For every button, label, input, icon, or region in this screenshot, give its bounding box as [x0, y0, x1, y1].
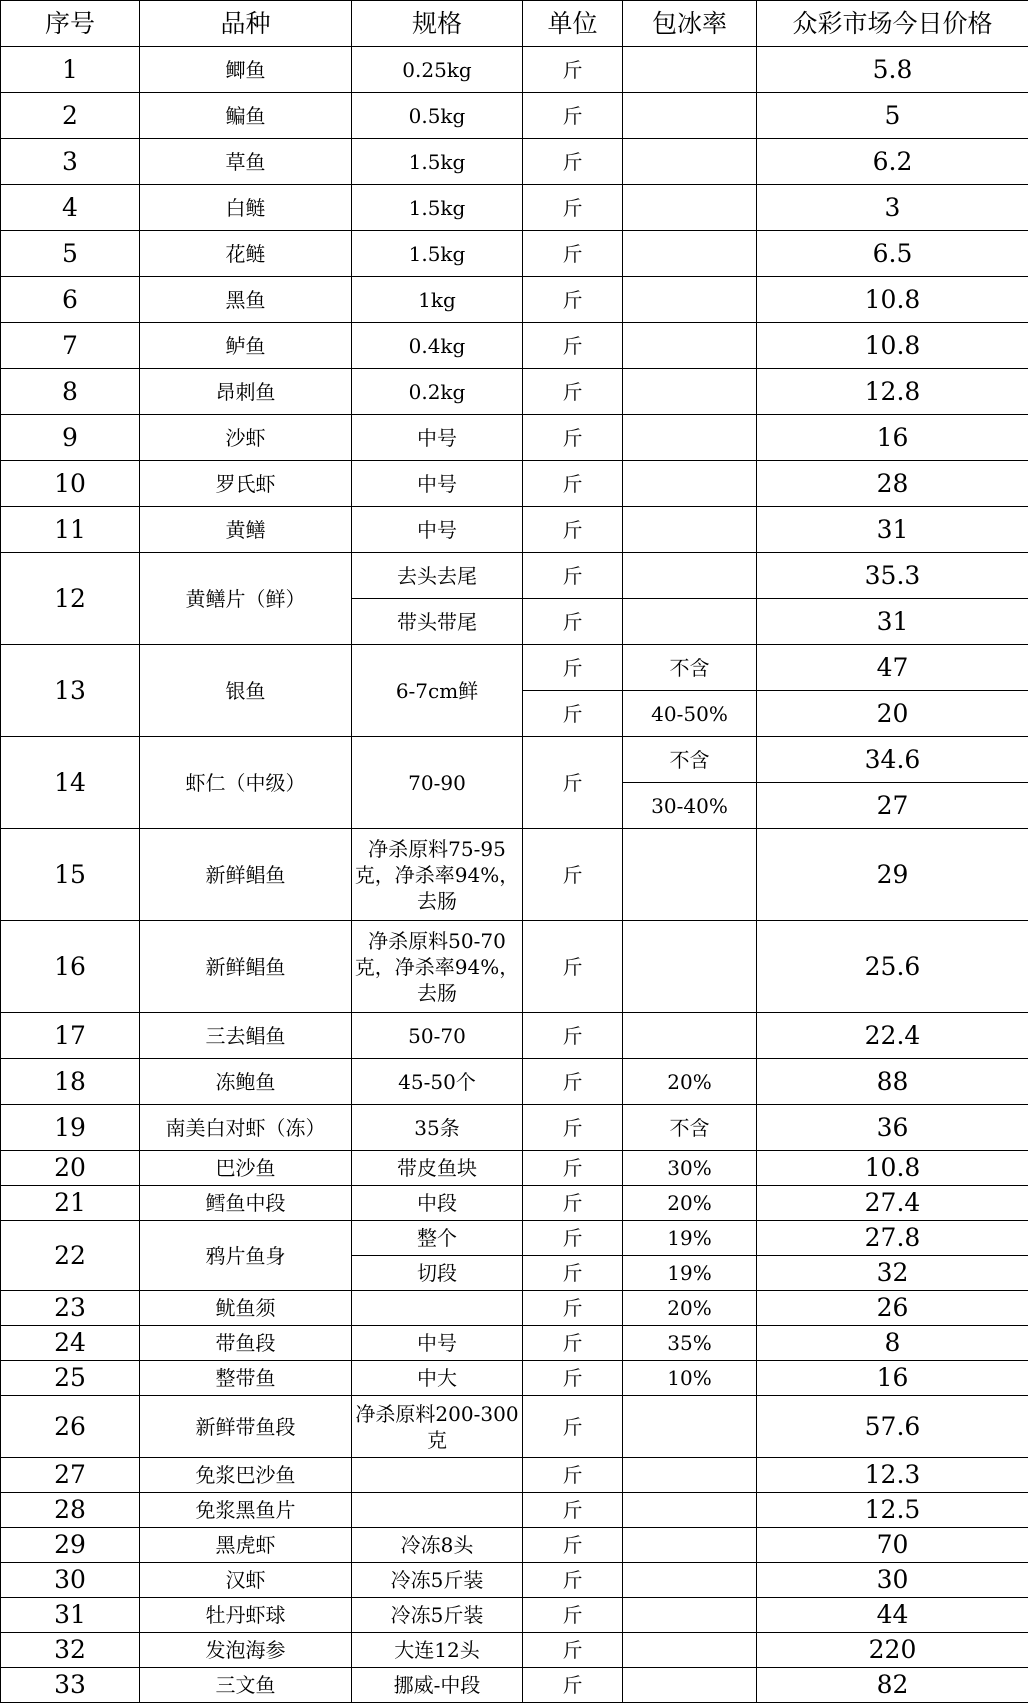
- table-row: [1, 553, 1028, 599]
- variety-cell: 新鲜带鱼段: [140, 1396, 352, 1458]
- unit-cell: 斤: [523, 139, 623, 185]
- unit-cell: 斤: [523, 1668, 623, 1703]
- ice-cell: [623, 507, 757, 553]
- variety-cell: 罗氏虾: [140, 461, 352, 507]
- ice-cell: [623, 277, 757, 323]
- spec-cell: 带皮鱼块: [352, 1151, 523, 1186]
- spec-cell: 中大: [352, 1361, 523, 1396]
- seq-cell: 31: [1, 1598, 140, 1633]
- price-cell: 8: [757, 1326, 1028, 1361]
- ice-cell: 19%: [623, 1256, 757, 1291]
- variety-cell: 鱿鱼须: [140, 1291, 352, 1326]
- variety-cell: 免浆巴沙鱼: [140, 1458, 352, 1493]
- ice-cell: [623, 1458, 757, 1493]
- table-row: [1, 1668, 1028, 1703]
- table-row: [1, 645, 1028, 691]
- seq-cell: 26: [1, 1396, 140, 1458]
- table-row: [1, 1598, 1028, 1633]
- spec-cell: 切段: [352, 1256, 523, 1291]
- seq-cell: 24: [1, 1326, 140, 1361]
- variety-cell: 鳕鱼中段: [140, 1186, 352, 1221]
- seq-cell: 20: [1, 1151, 140, 1186]
- price-cell: 12.3: [757, 1458, 1028, 1493]
- price-cell: 47: [757, 645, 1028, 691]
- price-cell: 27: [757, 783, 1028, 829]
- variety-cell: 沙虾: [140, 415, 352, 461]
- seq-cell: 29: [1, 1528, 140, 1563]
- variety-cell: 南美白对虾（冻）: [140, 1105, 352, 1151]
- variety-cell: 黄鳝: [140, 507, 352, 553]
- spec-cell: 冷冻5斤装: [352, 1563, 523, 1598]
- unit-cell: 斤: [523, 323, 623, 369]
- price-cell: 57.6: [757, 1396, 1028, 1458]
- spec-cell: 6-7cm鲜: [352, 645, 523, 737]
- seq-cell: 19: [1, 1105, 140, 1151]
- seq-cell: 23: [1, 1291, 140, 1326]
- price-cell: 12.5: [757, 1493, 1028, 1528]
- spec-cell: 中号: [352, 461, 523, 507]
- seq-cell: 3: [1, 139, 140, 185]
- table-row: [1, 1528, 1028, 1563]
- unit-cell: 斤: [523, 1396, 623, 1458]
- table-row: [1, 1633, 1028, 1668]
- price-cell: 16: [757, 415, 1028, 461]
- table-row: [1, 1396, 1028, 1458]
- price-cell: 10.8: [757, 277, 1028, 323]
- ice-cell: [623, 599, 757, 645]
- ice-cell: [623, 415, 757, 461]
- header-spec: 规格: [352, 1, 523, 47]
- unit-cell: 斤: [523, 645, 623, 691]
- spec-cell: [352, 1291, 523, 1326]
- price-cell: 32: [757, 1256, 1028, 1291]
- seq-cell: 30: [1, 1563, 140, 1598]
- price-cell: 12.8: [757, 369, 1028, 415]
- ice-cell: [623, 93, 757, 139]
- unit-cell: 斤: [523, 1221, 623, 1256]
- unit-cell: 斤: [523, 277, 623, 323]
- unit-cell: 斤: [523, 1528, 623, 1563]
- seq-cell: 22: [1, 1221, 140, 1291]
- seq-cell: 13: [1, 645, 140, 737]
- table-row: [1, 277, 1028, 323]
- unit-cell: 斤: [523, 461, 623, 507]
- seq-cell: 11: [1, 507, 140, 553]
- price-cell: 88: [757, 1059, 1028, 1105]
- price-cell: 10.8: [757, 323, 1028, 369]
- table-row: [1, 1361, 1028, 1396]
- spec-cell: 0.25kg: [352, 47, 523, 93]
- variety-cell: 草鱼: [140, 139, 352, 185]
- price-cell: 20: [757, 691, 1028, 737]
- price-cell: 30: [757, 1563, 1028, 1598]
- price-cell: 29: [757, 829, 1028, 921]
- variety-cell: 黄鳝片（鲜）: [140, 553, 352, 645]
- variety-cell: 白鲢: [140, 185, 352, 231]
- ice-cell: 不含: [623, 1105, 757, 1151]
- seq-cell: 27: [1, 1458, 140, 1493]
- unit-cell: 斤: [523, 415, 623, 461]
- seq-cell: 16: [1, 921, 140, 1013]
- seq-cell: 9: [1, 415, 140, 461]
- ice-cell: 30-40%: [623, 783, 757, 829]
- seq-cell: 10: [1, 461, 140, 507]
- table-row: [1, 1105, 1028, 1151]
- price-cell: 34.6: [757, 737, 1028, 783]
- seq-cell: 25: [1, 1361, 140, 1396]
- price-cell: 3: [757, 185, 1028, 231]
- seq-cell: 33: [1, 1668, 140, 1703]
- unit-cell: 斤: [523, 1458, 623, 1493]
- unit-cell: 斤: [523, 1151, 623, 1186]
- price-cell: 27.4: [757, 1186, 1028, 1221]
- price-cell: 28: [757, 461, 1028, 507]
- header-price: 众彩市场今日价格: [757, 1, 1028, 47]
- price-cell: 27.8: [757, 1221, 1028, 1256]
- price-cell: 82: [757, 1668, 1028, 1703]
- unit-cell: 斤: [523, 737, 623, 829]
- seq-cell: 7: [1, 323, 140, 369]
- ice-cell: [623, 1013, 757, 1059]
- variety-cell: 虾仁（中级）: [140, 737, 352, 829]
- ice-cell: 40-50%: [623, 691, 757, 737]
- variety-cell: 发泡海参: [140, 1633, 352, 1668]
- price-cell: 22.4: [757, 1013, 1028, 1059]
- header-ice-rate: 包冰率: [623, 1, 757, 47]
- spec-cell: 中号: [352, 415, 523, 461]
- seq-cell: 4: [1, 185, 140, 231]
- variety-cell: 昂刺鱼: [140, 369, 352, 415]
- ice-cell: [623, 1563, 757, 1598]
- spec-cell: 0.4kg: [352, 323, 523, 369]
- spec-cell: 带头带尾: [352, 599, 523, 645]
- spec-cell: 中段: [352, 1186, 523, 1221]
- unit-cell: 斤: [523, 507, 623, 553]
- variety-cell: 银鱼: [140, 645, 352, 737]
- seq-cell: 32: [1, 1633, 140, 1668]
- ice-cell: 20%: [623, 1059, 757, 1105]
- spec-cell: 70-90: [352, 737, 523, 829]
- unit-cell: 斤: [523, 231, 623, 277]
- seq-cell: 12: [1, 553, 140, 645]
- ice-cell: [623, 323, 757, 369]
- unit-cell: 斤: [523, 1013, 623, 1059]
- table-row: [1, 93, 1028, 139]
- table-row: [1, 1326, 1028, 1361]
- ice-cell: [623, 47, 757, 93]
- header-unit: 单位: [523, 1, 623, 47]
- table-row: [1, 1186, 1028, 1221]
- unit-cell: 斤: [523, 1326, 623, 1361]
- unit-cell: 斤: [523, 1291, 623, 1326]
- price-cell: 31: [757, 599, 1028, 645]
- header-row: [1, 1, 1028, 47]
- table-row: [1, 1221, 1028, 1256]
- variety-cell: 三文鱼: [140, 1668, 352, 1703]
- spec-cell: [352, 1458, 523, 1493]
- variety-cell: 免浆黑鱼片: [140, 1493, 352, 1528]
- spec-cell: 挪威-中段: [352, 1668, 523, 1703]
- seq-cell: 5: [1, 231, 140, 277]
- seq-cell: 18: [1, 1059, 140, 1105]
- spec-cell: 大连12头: [352, 1633, 523, 1668]
- variety-cell: 新鲜鲳鱼: [140, 921, 352, 1013]
- variety-cell: 汉虾: [140, 1563, 352, 1598]
- header-variety: 品种: [140, 1, 352, 47]
- header-seq: 序号: [1, 1, 140, 47]
- ice-cell: [623, 1633, 757, 1668]
- ice-cell: 35%: [623, 1326, 757, 1361]
- table-row: [1, 829, 1028, 921]
- ice-cell: 19%: [623, 1221, 757, 1256]
- variety-cell: 巴沙鱼: [140, 1151, 352, 1186]
- unit-cell: 斤: [523, 1493, 623, 1528]
- seq-cell: 17: [1, 1013, 140, 1059]
- table-row: [1, 1563, 1028, 1598]
- spec-cell: 0.5kg: [352, 93, 523, 139]
- spec-cell: 0.2kg: [352, 369, 523, 415]
- variety-cell: 鸦片鱼身: [140, 1221, 352, 1291]
- unit-cell: 斤: [523, 1186, 623, 1221]
- ice-cell: 不含: [623, 737, 757, 783]
- unit-cell: 斤: [523, 1361, 623, 1396]
- variety-cell: 带鱼段: [140, 1326, 352, 1361]
- spec-cell: 45-50个: [352, 1059, 523, 1105]
- price-cell: 6.2: [757, 139, 1028, 185]
- spec-cell: 净杀原料75-95克，净杀率94%，去肠: [352, 829, 523, 921]
- spec-cell: 35条: [352, 1105, 523, 1151]
- variety-cell: 新鲜鲳鱼: [140, 829, 352, 921]
- price-cell: 16: [757, 1361, 1028, 1396]
- unit-cell: 斤: [523, 1598, 623, 1633]
- table-row: [1, 1291, 1028, 1326]
- seq-cell: 28: [1, 1493, 140, 1528]
- price-cell: 6.5: [757, 231, 1028, 277]
- table-row: [1, 507, 1028, 553]
- seq-cell: 15: [1, 829, 140, 921]
- seq-cell: 1: [1, 47, 140, 93]
- spec-cell: 净杀原料200-300克: [352, 1396, 523, 1458]
- seq-cell: 21: [1, 1186, 140, 1221]
- table-row: [1, 1151, 1028, 1186]
- price-cell: 36: [757, 1105, 1028, 1151]
- ice-cell: [623, 829, 757, 921]
- price-cell: 5: [757, 93, 1028, 139]
- ice-cell: [623, 1668, 757, 1703]
- unit-cell: 斤: [523, 1059, 623, 1105]
- ice-cell: [623, 1396, 757, 1458]
- spec-cell: [352, 1493, 523, 1528]
- spec-cell: 净杀原料50-70克，净杀率94%，去肠: [352, 921, 523, 1013]
- ice-cell: [623, 1493, 757, 1528]
- price-cell: 220: [757, 1633, 1028, 1668]
- price-cell: 5.8: [757, 47, 1028, 93]
- ice-cell: [623, 369, 757, 415]
- ice-cell: [623, 921, 757, 1013]
- table-row: [1, 737, 1028, 783]
- variety-cell: 花鲢: [140, 231, 352, 277]
- seq-cell: 2: [1, 93, 140, 139]
- seq-cell: 14: [1, 737, 140, 829]
- price-cell: 35.3: [757, 553, 1028, 599]
- unit-cell: 斤: [523, 921, 623, 1013]
- table-row: [1, 461, 1028, 507]
- price-cell: 25.6: [757, 921, 1028, 1013]
- unit-cell: 斤: [523, 599, 623, 645]
- unit-cell: 斤: [523, 1563, 623, 1598]
- variety-cell: 整带鱼: [140, 1361, 352, 1396]
- table-row: [1, 231, 1028, 277]
- table-row: [1, 1458, 1028, 1493]
- seq-cell: 8: [1, 369, 140, 415]
- table-row: [1, 139, 1028, 185]
- seq-cell: 6: [1, 277, 140, 323]
- spec-cell: 冷冻5斤装: [352, 1598, 523, 1633]
- price-cell: 31: [757, 507, 1028, 553]
- unit-cell: 斤: [523, 1105, 623, 1151]
- table-row: [1, 185, 1028, 231]
- table-row: [1, 369, 1028, 415]
- ice-cell: [623, 553, 757, 599]
- unit-cell: 斤: [523, 691, 623, 737]
- variety-cell: 牡丹虾球: [140, 1598, 352, 1633]
- variety-cell: 鲈鱼: [140, 323, 352, 369]
- variety-cell: 黑鱼: [140, 277, 352, 323]
- ice-cell: [623, 139, 757, 185]
- ice-cell: 30%: [623, 1151, 757, 1186]
- variety-cell: 黑虎虾: [140, 1528, 352, 1563]
- price-cell: 26: [757, 1291, 1028, 1326]
- table-row: [1, 921, 1028, 1013]
- unit-cell: 斤: [523, 1633, 623, 1668]
- ice-cell: [623, 461, 757, 507]
- variety-cell: 冻鲍鱼: [140, 1059, 352, 1105]
- variety-cell: 三去鲳鱼: [140, 1013, 352, 1059]
- price-cell: 10.8: [757, 1151, 1028, 1186]
- spec-cell: 1.5kg: [352, 231, 523, 277]
- spec-cell: 1.5kg: [352, 185, 523, 231]
- ice-cell: [623, 1598, 757, 1633]
- spec-cell: 冷冻8头: [352, 1528, 523, 1563]
- spec-cell: 1.5kg: [352, 139, 523, 185]
- variety-cell: 鲫鱼: [140, 47, 352, 93]
- table-row: [1, 1493, 1028, 1528]
- price-cell: 44: [757, 1598, 1028, 1633]
- ice-cell: 不含: [623, 645, 757, 691]
- unit-cell: 斤: [523, 1256, 623, 1291]
- ice-cell: 20%: [623, 1186, 757, 1221]
- table-row: [1, 47, 1028, 93]
- ice-cell: [623, 1528, 757, 1563]
- unit-cell: 斤: [523, 93, 623, 139]
- ice-cell: 20%: [623, 1291, 757, 1326]
- unit-cell: 斤: [523, 369, 623, 415]
- table-row: [1, 1013, 1028, 1059]
- table-row: [1, 415, 1028, 461]
- table-row: [1, 323, 1028, 369]
- price-cell: 70: [757, 1528, 1028, 1563]
- unit-cell: 斤: [523, 185, 623, 231]
- spec-cell: 1kg: [352, 277, 523, 323]
- spec-cell: 中号: [352, 1326, 523, 1361]
- table-row: [1, 1059, 1028, 1105]
- ice-cell: 10%: [623, 1361, 757, 1396]
- spec-cell: 整个: [352, 1221, 523, 1256]
- spec-cell: 去头去尾: [352, 553, 523, 599]
- spec-cell: 50-70: [352, 1013, 523, 1059]
- variety-cell: 鳊鱼: [140, 93, 352, 139]
- spec-cell: 中号: [352, 507, 523, 553]
- ice-cell: [623, 231, 757, 277]
- unit-cell: 斤: [523, 829, 623, 921]
- unit-cell: 斤: [523, 47, 623, 93]
- unit-cell: 斤: [523, 553, 623, 599]
- ice-cell: [623, 185, 757, 231]
